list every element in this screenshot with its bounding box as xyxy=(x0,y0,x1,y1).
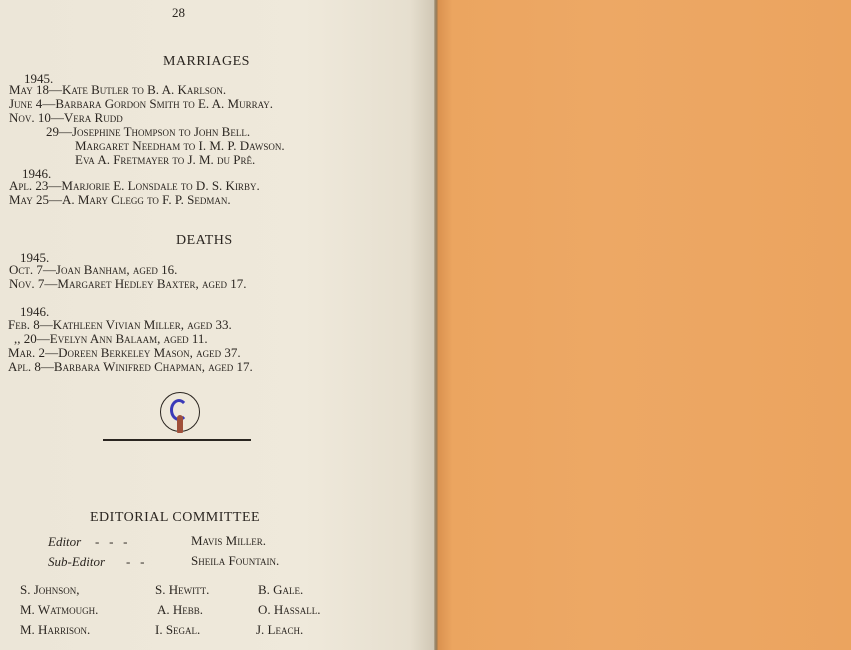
entry-text: —Kathleen Vivian Miller, aged 33. xyxy=(39,317,232,332)
right-page-cover xyxy=(436,0,851,650)
committee-member: I. Segal. xyxy=(155,622,201,637)
entry-date: Apl. 23 xyxy=(9,178,49,193)
deaths-year-1945: 1945. xyxy=(20,250,50,265)
editor-name: Mavis Miller. xyxy=(191,533,266,548)
committee-member: M. Watmough. xyxy=(20,602,99,617)
entry-text: —Evelyn Ann Balaam, aged 11. xyxy=(36,331,208,346)
entry-date: 29 xyxy=(46,124,59,139)
entry-text: Eva A. Fretmayer to J. M. du Prê. xyxy=(75,152,256,167)
marriages-year-1945: 1945. xyxy=(24,71,54,86)
entry-text: —Joan Banham, aged 16. xyxy=(42,262,178,277)
editor-dashes: - - - xyxy=(95,534,128,549)
committee-member: J. Leach. xyxy=(256,622,304,637)
entry-text: —Barbara Winifred Chapman, aged 17. xyxy=(40,359,253,374)
entry-text: —Kate Butler to B. A. Karlson. xyxy=(48,82,227,97)
entry-text: —Doreen Berkeley Mason, aged 37. xyxy=(45,345,241,360)
entry-date: Oct. 7 xyxy=(9,262,43,277)
entry-date: Nov. 10 xyxy=(9,110,51,125)
entry-date: May 25 xyxy=(9,192,49,207)
entry-date: ,, 20 xyxy=(14,331,37,346)
deaths-heading: DEATHS xyxy=(176,233,233,248)
marriage-entry xyxy=(9,192,231,208)
entry-date: Nov. 7 xyxy=(9,276,45,291)
sub-editor-dashes: - - xyxy=(126,554,145,569)
entry-text: —Vera Rudd xyxy=(50,110,123,125)
death-entry xyxy=(9,276,247,292)
marriage-entry xyxy=(75,152,255,168)
entry-text: —Margaret Hedley Baxter, aged 17. xyxy=(44,276,247,291)
entry-text: —Josephine Thompson to John Bell. xyxy=(59,124,251,139)
committee-member: M. Harrison. xyxy=(20,622,91,637)
editor-label: Editor xyxy=(48,534,82,549)
divider-rule xyxy=(103,439,251,441)
entry-text: —Marjorie E. Lonsdale to D. S. Kirby. xyxy=(48,178,260,193)
figure-icon xyxy=(177,415,183,433)
book-gutter xyxy=(434,0,438,650)
marriages-heading: MARRIAGES xyxy=(163,54,250,69)
entry-text: —Barbara Gordon Smith to E. A. Murray. xyxy=(42,96,274,111)
committee-member: S. Hewitt. xyxy=(155,582,210,597)
entry-text: —A. Mary Clegg to F. P. Sedman. xyxy=(48,192,231,207)
sub-editor-label: Sub-Editor xyxy=(48,554,106,569)
deaths-year-1946: 1946. xyxy=(20,304,50,319)
death-entry xyxy=(8,359,253,375)
entry-date: Feb. 8 xyxy=(8,317,40,332)
entry-date: Apl. 8 xyxy=(8,359,41,374)
entry-text: Margaret Needham to I. M. P. Dawson. xyxy=(75,138,285,153)
committee-heading: EDITORIAL COMMITTEE xyxy=(90,510,261,525)
school-emblem-icon xyxy=(160,392,200,432)
entry-date: Mar. 2 xyxy=(8,345,46,360)
committee-member: A. Hebb. xyxy=(157,602,204,617)
committee-member: S. Johnson, xyxy=(20,582,80,597)
marriages-year-1946: 1946. xyxy=(22,166,52,181)
committee-member: B. Gale. xyxy=(258,582,304,597)
sub-editor-name: Sheila Fountain. xyxy=(191,553,280,568)
entry-date: May 18 xyxy=(9,82,49,97)
committee-member: O. Hassall. xyxy=(258,602,321,617)
entry-date: June 4 xyxy=(9,96,43,111)
page-number: 28 xyxy=(172,5,185,20)
